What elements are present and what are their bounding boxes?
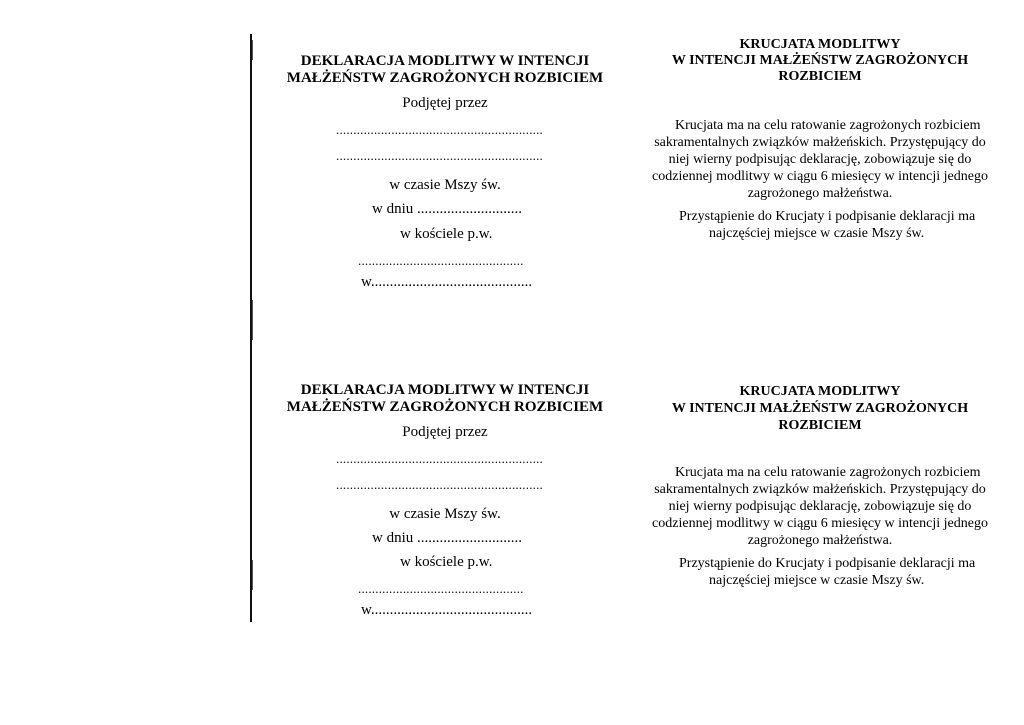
- crusade-title-line1: KRUCJATA MODLITWY: [739, 37, 901, 52]
- date-field: w dniu ............................: [372, 201, 522, 217]
- during-mass-label: w czasie Mszy św.: [389, 177, 501, 193]
- crusade-paragraph2-line2: najczęściej miejsce w czasie Mszy św.: [709, 573, 925, 588]
- crusade-title-line2: W INTENCJI MAŁŻEŃSTW ZAGROŻONYCH: [671, 53, 969, 68]
- crusade-title-line2: W INTENCJI MAŁŻEŃSTW ZAGROŻONYCH: [671, 401, 969, 416]
- crusade-paragraph1-line3: niej wierny podpisując deklarację, zobowiązuje się do: [668, 499, 972, 514]
- crusade-paragraph2-line1: Przystąpienie do Krucjaty i podpisanie deklaracji ma: [679, 209, 976, 224]
- name-blank-line1: ............................................................: [336, 451, 543, 466]
- church-label: w kościele p.w.: [400, 226, 493, 242]
- declaration-title-line2: MAŁŻEŃSTW ZAGROŻONYCH ROZBICIEM: [286, 399, 604, 415]
- name-blank-line2: ............................................................: [336, 148, 543, 163]
- crusade-title-line1: KRUCJATA MODLITWY: [739, 384, 901, 399]
- name-blank-line2: ............................................................: [336, 477, 543, 492]
- declaration-title-line1: DEKLARACJA MODLITWY W INTENCJI: [300, 382, 590, 398]
- crusade-paragraph1-line2: sakramentalnych związków małżeńskich. Przystępujący do: [654, 135, 986, 150]
- church-blank-line: ................................................: [358, 253, 524, 268]
- crusade-paragraph2-line2: najczęściej miejsce w czasie Mszy św.: [709, 226, 925, 241]
- declaration-title-line2: MAŁŻEŃSTW ZAGROŻONYCH ROZBICIEM: [286, 70, 604, 86]
- crusade-paragraph2-line1: Przystąpienie do Krucjaty i podpisanie deklaracji ma: [679, 556, 976, 571]
- place-field: w...........................................: [361, 274, 533, 290]
- name-blank-line1: ............................................................: [336, 122, 543, 137]
- church-blank-line: ................................................: [358, 581, 524, 596]
- crusade-paragraph1-line5: zagrożonego małżeństwa.: [747, 186, 893, 201]
- undertaken-by-label: Podjętej przez: [402, 424, 488, 440]
- crusade-paragraph1-line4: codziennej modlitwy w ciągu 6 miesięcy w intencji jednego: [652, 169, 988, 184]
- church-label: w kościele p.w.: [400, 554, 493, 570]
- crusade-paragraph1-line1: Krucjata ma na celu ratowanie zagrożonych rozbiciem: [675, 118, 981, 133]
- crusade-paragraph1-line2: sakramentalnych związków małżeńskich. Przystępujący do: [654, 482, 986, 497]
- crusade-paragraph1-line5: zagrożonego małżeństwa.: [747, 533, 893, 548]
- place-field: w...........................................: [361, 602, 533, 618]
- declaration-title-line1: DEKLARACJA MODLITWY W INTENCJI: [300, 53, 590, 69]
- cut-line-tick: [252, 560, 253, 590]
- crusade-paragraph1-line4: codziennej modlitwy w ciągu 6 miesięcy w intencji jednego: [652, 516, 988, 531]
- crusade-title-line3: ROZBICIEM: [778, 69, 862, 84]
- during-mass-label: w czasie Mszy św.: [389, 506, 501, 522]
- crusade-paragraph1-line1: Krucjata ma na celu ratowanie zagrożonych rozbiciem: [675, 465, 981, 480]
- cut-line-tick: [252, 300, 253, 340]
- crusade-title-line3: ROZBICIEM: [778, 418, 862, 433]
- crusade-paragraph1-line3: niej wierny podpisując deklarację, zobowiązuje się do: [668, 152, 972, 167]
- undertaken-by-label: Podjętej przez: [402, 95, 488, 111]
- date-field: w dniu ............................: [372, 530, 522, 546]
